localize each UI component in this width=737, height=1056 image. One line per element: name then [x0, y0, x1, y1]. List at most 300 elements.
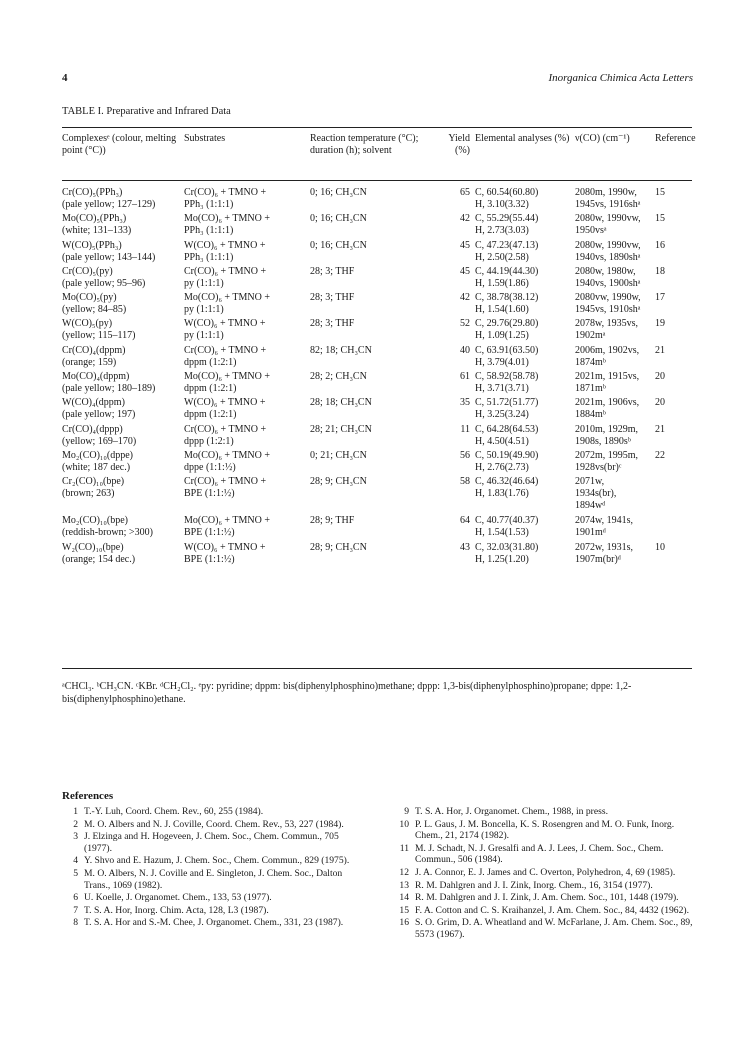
reference-number: 15	[399, 904, 409, 916]
cell-yield	[440, 424, 470, 436]
cell-ir-line: 1950vsᵃ	[575, 225, 607, 237]
cell-yield	[440, 450, 470, 462]
cell-substrates-line: W(CO)₆ + TMNO +	[184, 541, 266, 553]
cell-reference-line: 21	[655, 344, 665, 356]
cell-yield	[440, 318, 470, 330]
cell-reference	[655, 240, 692, 252]
header-reaction-conditions: Reaction temperature (°C); duration (h); solvent	[310, 133, 419, 156]
cell-complex-line: Mo₂(CO)₁₀(dppe)	[62, 449, 134, 461]
cell-substrates-line: dppp (1:2:1)	[184, 435, 234, 447]
reference-number: 1	[73, 806, 78, 817]
cell-analyses	[475, 187, 573, 211]
reference-item	[393, 867, 693, 879]
cell-complex	[62, 515, 192, 539]
cell-complex-line: (yellow; 169–170)	[62, 435, 137, 447]
cell-complex	[62, 292, 192, 316]
table-title: TABLE I. Preparative and Infrared Data	[62, 106, 231, 117]
cell-analyses	[475, 371, 573, 395]
cell-analyses-line: H, 3.10(3.32)	[475, 199, 529, 210]
cell-complex	[62, 345, 192, 369]
cell-complex-line: (yellow; 84–85)	[62, 304, 127, 316]
cell-ir-line: 2080vw, 1990w,	[575, 292, 641, 304]
cell-substrates-line: W(CO)₆ + TMNO +	[184, 318, 266, 330]
reference-text: M. J. Schadt, N. J. Gresalfi and A. J. Lees, J. Chem. Soc., Chem. Commun., 506 (1984).	[415, 842, 664, 866]
cell-substrates-line: BPE (1:1:½)	[184, 488, 235, 500]
reference-item	[62, 905, 368, 917]
cell-ir-line: 1871mᵇ	[575, 383, 606, 395]
header-complexes: Complexesᵉ (colour, melting point (°C))	[62, 133, 177, 156]
cell-substrates-line: dppm (1:2:1)	[184, 383, 237, 395]
cell-reference	[655, 424, 692, 436]
cell-complex-line: W(CO)₄(dppm)	[62, 397, 125, 409]
cell-analyses	[475, 515, 573, 539]
cell-ir	[575, 345, 651, 369]
cell-ir-line: 2074w, 1941s,	[575, 515, 633, 527]
reference-text: T. S. A. Hor and S.-M. Chee, J. Organomet. Chem., 331, 23 (1987).	[84, 917, 344, 929]
cell-analyses-line: C, 58.92(58.78)	[475, 371, 539, 383]
cell-conditions	[310, 240, 438, 252]
cell-conditions	[310, 424, 438, 436]
reference-number: 4	[73, 855, 78, 867]
cell-yield	[440, 292, 470, 304]
cell-analyses-line: C, 50.19(49.90)	[475, 449, 539, 461]
cell-conditions	[310, 345, 438, 357]
cell-ir	[575, 397, 651, 421]
cell-reference-line: 18	[655, 265, 665, 277]
reference-text: T. S. A. Hor, J. Organomet. Chem., 1988, in press.	[415, 806, 608, 817]
cell-complex-line: Cr(CO)₄(dppm)	[62, 344, 126, 356]
table-row	[62, 240, 692, 266]
cell-analyses-line: C, 47.23(47.13)	[475, 239, 539, 251]
cell-reference	[655, 266, 692, 278]
table-row	[62, 187, 692, 213]
cell-substrates-line: BPE (1:1:½)	[184, 553, 235, 565]
cell-substrates	[184, 187, 304, 211]
cell-complex	[62, 542, 192, 566]
cell-complex	[62, 266, 192, 290]
table-body	[62, 187, 692, 568]
cell-yield-line: 43	[460, 541, 470, 553]
cell-ir-line: 1940vs, 1890shᵃ	[575, 251, 641, 263]
cell-conditions-line: 0; 16; CH₃CN	[310, 213, 367, 225]
cell-reference-line: 10	[655, 541, 665, 553]
cell-analyses-line: C, 51.72(51.77)	[475, 397, 539, 409]
cell-yield-line: 40	[460, 344, 470, 356]
cell-reference-line: 19	[655, 318, 665, 330]
cell-substrates	[184, 213, 304, 237]
cell-ir-line: 2072w, 1931s,	[575, 541, 633, 553]
cell-ir	[575, 476, 651, 512]
table-header-rule	[62, 180, 692, 181]
cell-substrates	[184, 318, 304, 342]
cell-reference	[655, 292, 692, 304]
cell-complex-line: (orange; 159)	[62, 356, 117, 368]
cell-reference-line: 15	[655, 187, 665, 198]
cell-substrates-line: Mo(CO)₆ + TMNO +	[184, 292, 270, 304]
cell-substrates	[184, 397, 304, 421]
cell-substrates-line: PPh₃ (1:1:1)	[184, 225, 234, 237]
cell-substrates-line: PPh₃ (1:1:1)	[184, 251, 234, 263]
cell-yield-line: 61	[460, 371, 470, 383]
cell-reference	[655, 187, 692, 199]
cell-complex	[62, 397, 192, 421]
cell-complex-line: Cr(CO)₅(py)	[62, 265, 113, 277]
cell-complex-line: Cr(CO)₅(PPh₃)	[62, 187, 123, 198]
cell-reference	[655, 542, 692, 554]
cell-yield-line: 65	[460, 187, 470, 198]
cell-conditions	[310, 187, 438, 199]
cell-yield	[440, 397, 470, 409]
cell-conditions	[310, 213, 438, 225]
cell-ir-line: 2080w, 1990vw,	[575, 239, 641, 251]
cell-ir	[575, 213, 651, 237]
cell-analyses-line: C, 60.54(60.80)	[475, 187, 539, 198]
cell-yield-line: 11	[460, 423, 470, 435]
cell-yield-line: 58	[460, 476, 470, 488]
cell-ir-line: 1928vs(br)ᶜ	[575, 461, 622, 473]
cell-conditions	[310, 371, 438, 383]
cell-complex-line: (pale yellow; 180–189)	[62, 383, 156, 395]
cell-ir	[575, 424, 651, 448]
cell-complex-line: (pale yellow; 143–144)	[62, 251, 156, 263]
cell-complex	[62, 240, 192, 264]
cell-substrates-line: Cr(CO)₆ + TMNO +	[184, 187, 267, 198]
cell-analyses-line: H, 1.83(1.76)	[475, 488, 529, 500]
cell-conditions-line: 0; 21; CH₃CN	[310, 449, 367, 461]
cell-conditions	[310, 397, 438, 409]
cell-analyses	[475, 476, 573, 500]
cell-substrates-line: py (1:1:1)	[184, 277, 224, 289]
cell-ir	[575, 371, 651, 395]
cell-conditions	[310, 542, 438, 554]
reference-text: M. O. Albers and N. J. Coville, Coord. Chem. Rev., 53, 227 (1984).	[84, 818, 344, 830]
reference-item	[393, 806, 693, 818]
cell-conditions	[310, 266, 438, 278]
cell-complex	[62, 450, 192, 474]
cell-conditions	[310, 450, 438, 462]
cell-reference	[655, 371, 692, 383]
header-ir-co: ν(CO) (cm⁻¹)	[575, 133, 630, 144]
cell-ir-line: 1908s, 1890sᵇ	[575, 435, 631, 447]
reference-number: 7	[73, 904, 78, 916]
cell-analyses-line: H, 2.76(2.73)	[475, 461, 529, 473]
cell-analyses	[475, 542, 573, 566]
reference-text: S. O. Grim, D. A. Wheatland and W. McFarlane, J. Am. Chem. Soc., 89, 5573 (1967).	[415, 917, 693, 940]
cell-substrates-line: Cr(CO)₆ + TMNO +	[184, 476, 267, 488]
cell-ir-line: 2080w, 1990vw,	[575, 213, 641, 225]
cell-ir	[575, 266, 651, 290]
cell-conditions-line: 28; 9; CH₃CN	[310, 541, 367, 553]
cell-reference-line: 20	[655, 397, 665, 409]
cell-reference	[655, 397, 692, 409]
reference-item	[62, 819, 368, 831]
cell-reference	[655, 318, 692, 330]
header-elemental-analyses: Elemental analyses (%)	[475, 133, 570, 144]
cell-reference-line: 17	[655, 292, 665, 304]
table-bottom-rule	[62, 668, 692, 669]
cell-substrates-line: dppm (1:2:1)	[184, 409, 237, 421]
cell-analyses-line: C, 55.29(55.44)	[475, 213, 539, 225]
cell-substrates-line: Mo(CO)₆ + TMNO +	[184, 515, 270, 527]
references-column-right	[393, 806, 693, 942]
cell-complex-line: Mo(CO)₄(dppm)	[62, 371, 130, 383]
cell-reference	[655, 345, 692, 357]
cell-complex-line: (white; 187 dec.)	[62, 461, 131, 473]
table-row	[62, 371, 692, 397]
cell-substrates	[184, 515, 304, 539]
cell-ir-line: 2071w,	[575, 476, 605, 488]
cell-ir-line: 1884mᵇ	[575, 409, 606, 421]
reference-number: 5	[73, 867, 78, 879]
cell-substrates-line: PPh₃ (1:1:1)	[184, 199, 234, 210]
cell-complex-line: (pale yellow; 127–129)	[62, 199, 156, 210]
reference-text: M. O. Albers, N. J. Coville and E. Singleton, J. Chem. Soc., Dalton Trans., 1069 (1982).	[84, 867, 343, 891]
cell-substrates-line: BPE (1:1:½)	[184, 527, 235, 539]
cell-yield	[440, 476, 470, 488]
cell-conditions-line: 0; 16; CH₃CN	[310, 187, 367, 198]
reference-item	[62, 806, 368, 818]
cell-reference	[655, 450, 692, 462]
table-row	[62, 397, 692, 423]
cell-analyses	[475, 424, 573, 448]
cell-analyses-line: H, 1.59(1.86)	[475, 277, 529, 289]
cell-analyses	[475, 292, 573, 316]
cell-ir	[575, 318, 651, 342]
reference-text: T. S. A. Hor, Inorg. Chim. Acta, 128, L3 (1987).	[84, 904, 269, 916]
cell-analyses	[475, 345, 573, 369]
table-footnote: ᵃCHCl₃. ᵇCH₃CN. ᶜKBr. ᵈCH₂Cl₂. ᵉpy: pyridine; dppm: bis(diphenylphosphino)methane; dppp: 1,3-bis(diphenylphosphino)propane; dppe: 1,2-bis(diphenylphosphino)ethane.	[62, 681, 632, 705]
cell-analyses-line: H, 1.09(1.25)	[475, 330, 529, 342]
reference-text: Y. Shvo and E. Hazum, J. Chem. Soc., Chem. Commun., 829 (1975).	[84, 855, 350, 867]
table-row	[62, 424, 692, 450]
journal-title: Inorganica Chimica Acta Letters	[548, 72, 693, 84]
cell-analyses	[475, 450, 573, 474]
reference-number: 2	[73, 818, 78, 830]
cell-conditions-line: 28; 3; THF	[310, 265, 355, 277]
table-row	[62, 515, 692, 541]
reference-number: 13	[399, 879, 409, 891]
reference-item	[62, 868, 368, 891]
reference-number: 14	[399, 892, 409, 904]
reference-text: J. Elzinga and H. Hogeveen, J. Chem. Soc., Chem. Commun., 705 (1977).	[84, 831, 339, 854]
cell-yield-line: 52	[460, 318, 470, 330]
reference-item	[393, 892, 693, 904]
cell-substrates-line: Mo(CO)₆ + TMNO +	[184, 213, 270, 225]
cell-conditions-line: 28; 2; CH₃CN	[310, 371, 367, 383]
cell-ir-line: 2080w, 1980w,	[575, 265, 636, 277]
cell-conditions	[310, 318, 438, 330]
cell-yield-line: 45	[460, 239, 470, 251]
reference-number: 12	[399, 866, 409, 878]
cell-conditions-line: 28; 18; CH₃CN	[310, 397, 372, 409]
cell-substrates-line: dppm (1:2:1)	[184, 356, 237, 368]
table-row	[62, 292, 692, 318]
cell-ir-line: 2021m, 1906vs,	[575, 397, 640, 409]
cell-analyses-line: C, 32.03(31.80)	[475, 541, 539, 553]
cell-reference-line: 20	[655, 371, 665, 383]
table-row	[62, 318, 692, 344]
cell-yield-line: 42	[460, 213, 470, 225]
cell-analyses-line: H, 1.54(1.53)	[475, 527, 529, 539]
table-row	[62, 266, 692, 292]
cell-yield	[440, 213, 470, 225]
reference-text: F. A. Cotton and C. S. Kraihanzel, J. Am. Chem. Soc., 84, 4432 (1962).	[415, 904, 689, 916]
reference-item	[393, 917, 693, 940]
cell-substrates-line: py (1:1:1)	[184, 330, 224, 342]
cell-analyses-line: H, 1.25(1.20)	[475, 553, 529, 565]
cell-yield-line: 56	[460, 449, 470, 461]
cell-ir-line: 1901mᵈ	[575, 527, 606, 539]
cell-analyses-line: C, 44.19(44.30)	[475, 265, 539, 277]
cell-substrates-line: W(CO)₆ + TMNO +	[184, 397, 266, 409]
cell-reference-line: 15	[655, 213, 665, 225]
cell-yield-line: 45	[460, 265, 470, 277]
cell-complex-line: (yellow; 115–117)	[62, 330, 136, 342]
cell-ir-line: 1945vs, 1916shᵃ	[575, 199, 641, 210]
cell-substrates-line: Cr(CO)₆ + TMNO +	[184, 344, 267, 356]
cell-ir	[575, 240, 651, 264]
cell-ir	[575, 292, 651, 316]
reference-number: 6	[73, 892, 78, 904]
cell-complex	[62, 476, 192, 500]
cell-complex	[62, 213, 192, 237]
cell-ir-line: 1940vs, 1900shᵃ	[575, 277, 641, 289]
reference-item	[393, 843, 693, 866]
cell-yield	[440, 240, 470, 252]
cell-substrates-line: W(CO)₆ + TMNO +	[184, 239, 266, 251]
header-yield: Yield (%)	[448, 133, 470, 156]
table-top-rule	[62, 127, 692, 128]
cell-substrates-line: Cr(CO)₆ + TMNO +	[184, 265, 267, 277]
cell-complex	[62, 318, 192, 342]
cell-analyses-line: C, 46.32(46.64)	[475, 476, 539, 488]
cell-conditions-line: 0; 16; CH₃CN	[310, 239, 367, 251]
reference-item	[393, 880, 693, 892]
cell-analyses	[475, 266, 573, 290]
cell-ir	[575, 450, 651, 474]
cell-yield	[440, 345, 470, 357]
cell-complex	[62, 371, 192, 395]
cell-ir-line: 1902mᵃ	[575, 330, 606, 342]
cell-complex-line: (orange; 154 dec.)	[62, 553, 136, 565]
cell-substrates	[184, 345, 304, 369]
cell-analyses-line: H, 1.54(1.60)	[475, 304, 529, 316]
reference-number: 3	[73, 831, 78, 843]
cell-conditions	[310, 476, 438, 488]
cell-ir-line: 1945vs, 1910shᵃ	[575, 304, 641, 316]
cell-analyses-line: H, 3.79(4.01)	[475, 356, 529, 368]
references-heading: References	[62, 790, 114, 802]
cell-substrates-line: py (1:1:1)	[184, 304, 224, 316]
reference-number: 11	[399, 842, 409, 854]
cell-analyses-line: C, 63.91(63.50)	[475, 344, 539, 356]
cell-complex	[62, 187, 192, 211]
cell-substrates	[184, 292, 304, 316]
reference-text: R. M. Dahlgren and J. I. Zink, Inorg. Chem., 16, 3154 (1977).	[415, 879, 653, 891]
cell-conditions-line: 28; 3; THF	[310, 318, 355, 330]
cell-ir-line: 2078w, 1935vs,	[575, 318, 638, 330]
cell-analyses-line: C, 64.28(64.53)	[475, 423, 539, 435]
reference-number: 9	[404, 806, 409, 817]
cell-conditions-line: 82; 18; CH₃CN	[310, 344, 372, 356]
running-header	[62, 72, 693, 88]
cell-complex-line: W(CO)₅(py)	[62, 318, 113, 330]
cell-conditions-line: 28; 21; CH₃CN	[310, 423, 372, 435]
cell-conditions-line: 28; 3; THF	[310, 292, 355, 304]
cell-yield-line: 42	[460, 292, 470, 304]
cell-reference	[655, 213, 692, 225]
cell-complex	[62, 424, 192, 448]
cell-substrates-line: Cr(CO)₆ + TMNO +	[184, 423, 267, 435]
cell-substrates-line: Mo(CO)₆ + TMNO +	[184, 449, 270, 461]
cell-yield-line: 64	[460, 515, 470, 527]
cell-conditions-line: 28; 9; CH₃CN	[310, 476, 367, 488]
cell-yield	[440, 515, 470, 527]
cell-complex-line: (pale yellow; 95–96)	[62, 277, 146, 289]
cell-substrates	[184, 450, 304, 474]
reference-text: R. M. Dahlgren and J. I. Zink, J. Am. Chem. Soc., 101, 1448 (1979).	[415, 892, 679, 904]
cell-analyses-line: C, 38.78(38.12)	[475, 292, 539, 304]
table-row	[62, 345, 692, 371]
cell-ir-line: 2021m, 1915vs,	[575, 371, 640, 383]
cell-yield	[440, 266, 470, 278]
reference-item	[62, 917, 368, 929]
cell-analyses	[475, 213, 573, 237]
table-row	[62, 542, 692, 568]
cell-analyses-line: C, 29.76(29.80)	[475, 318, 539, 330]
cell-complex-line: (reddish-brown; >300)	[62, 527, 153, 539]
cell-analyses-line: H, 2.73(3.03)	[475, 225, 529, 237]
cell-complex-line: (brown; 263)	[62, 488, 115, 500]
table-header-row	[62, 133, 696, 177]
cell-complex-line: Cr₂(CO)₁₀(bpe)	[62, 476, 125, 488]
cell-ir-line: 1907m(br)ᵈ	[575, 553, 621, 565]
cell-complex-line: Mo₂(CO)₁₀(bpe)	[62, 515, 129, 527]
reference-item	[62, 892, 368, 904]
cell-yield	[440, 371, 470, 383]
reference-item	[393, 819, 693, 842]
cell-complex-line: (white; 131–133)	[62, 225, 132, 237]
cell-conditions-line: 28; 9; THF	[310, 515, 355, 527]
cell-substrates	[184, 542, 304, 566]
cell-yield-line: 35	[460, 397, 470, 409]
reference-text: J. A. Connor, E. J. James and C. Overton, Polyhedron, 4, 69 (1985).	[415, 866, 676, 878]
cell-analyses-line: H, 2.50(2.58)	[475, 251, 529, 263]
table-row	[62, 476, 692, 515]
cell-reference-line: 22	[655, 449, 665, 461]
reference-number: 10	[399, 818, 409, 830]
reference-text: U. Koelle, J. Organomet. Chem., 133, 53 (1977).	[84, 892, 272, 904]
header-reference: Reference	[655, 133, 696, 144]
cell-ir	[575, 542, 651, 566]
references-column-left	[62, 806, 368, 930]
cell-substrates-line: dppe (1:1:½)	[184, 461, 236, 473]
cell-substrates	[184, 266, 304, 290]
cell-analyses-line: H, 4.50(4.51)	[475, 435, 529, 447]
reference-text: P. L. Gaus, J. M. Boncella, K. S. Rosengren and M. O. Funk, Inorg. Chem., 21, 2174 (1982).	[415, 818, 675, 842]
cell-analyses	[475, 240, 573, 264]
reference-text: T.-Y. Luh, Coord. Chem. Rev., 60, 255 (1984).	[84, 806, 264, 817]
cell-ir-line: 2080m, 1990w,	[575, 187, 637, 198]
reference-number: 16	[399, 917, 409, 929]
cell-analyses-line: H, 3.71(3.71)	[475, 383, 529, 395]
reference-item	[62, 831, 368, 854]
cell-analyses-line: C, 40.77(40.37)	[475, 515, 539, 527]
cell-yield	[440, 187, 470, 199]
cell-substrates	[184, 240, 304, 264]
cell-ir-line: 2010m, 1929m,	[575, 423, 639, 435]
cell-reference-line: 21	[655, 423, 665, 435]
